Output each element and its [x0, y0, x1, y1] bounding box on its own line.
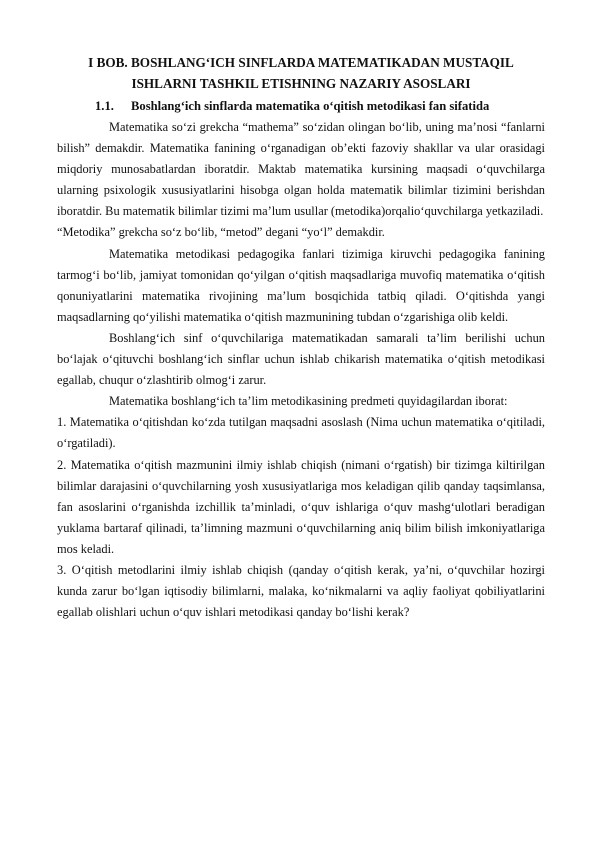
- chapter-title: I BOB. BOSHLANG‘ICH SINFLARDA MATEMATIKADAN MUSTAQIL ISHLARNI TASHKIL ETISHNING NAZARIY ASOSLARI: [88, 55, 514, 91]
- paragraph-metodika-definition: “Metodika” grekcha so‘z bo‘lib, “metod” degani “yo‘l” demakdir.: [57, 225, 385, 240]
- paragraph-mathematics-definition: Matematika so‘zi grekcha “mathema” so‘zidan olingan bo‘lib, uning ma’nosi “fanlarni bilish” demakdir. Matematika fanining o‘rganadigan ob’ekti fazoviy shakllar va ular orasidagi miqdoriy munosabatlardan iboratdir. Maktab matematika kursining maqsadi o‘quvchilarga ularning psixologik xususiyatlarini hisobga olgan holda matematik bilimlar tizimini berishdan iboratdir. Bu matematik bilimlar tizimi ma’lum usullar (metodika)orqalio‘quvchilarga yetkaziladi.: [57, 120, 545, 219]
- section-heading: [95, 96, 545, 117]
- paragraph-teacher-requirement: Boshlang‘ich sinf o‘quvchilariga matematikadan samarali ta’lim berilishi uchun bo‘lajak o‘qituvchi boshlang‘ich sinflar uchun ishlab chikarish matematika o‘qitish metodikasi egallab, chuqur o‘zlashtirib olmog‘i zarur.: [57, 330, 545, 388]
- document-page: [57, 52, 545, 623]
- section-title: Boshlang‘ich sinflarda matematika o‘qitish metodikasi fan sifatida: [131, 99, 490, 113]
- section-number: 1.1.: [95, 99, 114, 113]
- list-item-3: 3. O‘qitish metodlarini ilmiy ishlab chiqish (qanday o‘qitish kerak, ya’ni, o‘quvchilar hozirgi kunda zarur bo‘lgan iqtisodiy bilimlarni, malaka, ko‘nikmalarni va aqliy faoliyat qobiliyatlarini egallab olishlari uchun o‘quv ishlari metodikasi qanday bo‘lishi kerak?: [57, 562, 545, 620]
- list-item-1: 1. Matematika o‘qitishdan ko‘zda tutilgan maqsadni asoslash (Nima uchun matematika o‘qitiladi, o‘rgatiladi).: [57, 415, 545, 451]
- paragraph-subject-intro: Matematika boshlang‘ich ta’lim metodikasining predmeti quyidagilardan iborat:: [109, 394, 508, 409]
- list-item-2: 2. Matematika o‘qitish mazmunini ilmiy ishlab chiqish (nimani o‘rgatish) bir tizimga kiltirilgan bilimlar darajasini o‘quvchilarning yosh xususiyatlariga mos keladigan qilib qanday taqsimlansa, fan asoslarini o‘rganishda izchillik ta’minladi, o‘quv ishlariga o‘quv mashg‘ulotlari beradigan yuklama bartaraf qilinadi, ta’limning mazmuni o‘quvchilarning aniq bilim bilish imkoniyatlariga mos keladi.: [57, 457, 545, 556]
- paragraph-methodology-branch: Matematika metodikasi pedagogika fanlari tizimiga kiruvchi pedagogika fanining tarmog‘i bo‘lib, jamiyat tomonidan qo‘yilgan o‘qitish maqsadlariga muvofiq matematika o‘qitish qonuniyatlarini matematika rivojining ma’lum bosqichida tatbiq qiladi. O‘qitishda yangi maqsadlarning qo‘yilishi matematika o‘qitish mazmunining tubdan o‘zgarishiga olib keldi.: [57, 246, 545, 324]
